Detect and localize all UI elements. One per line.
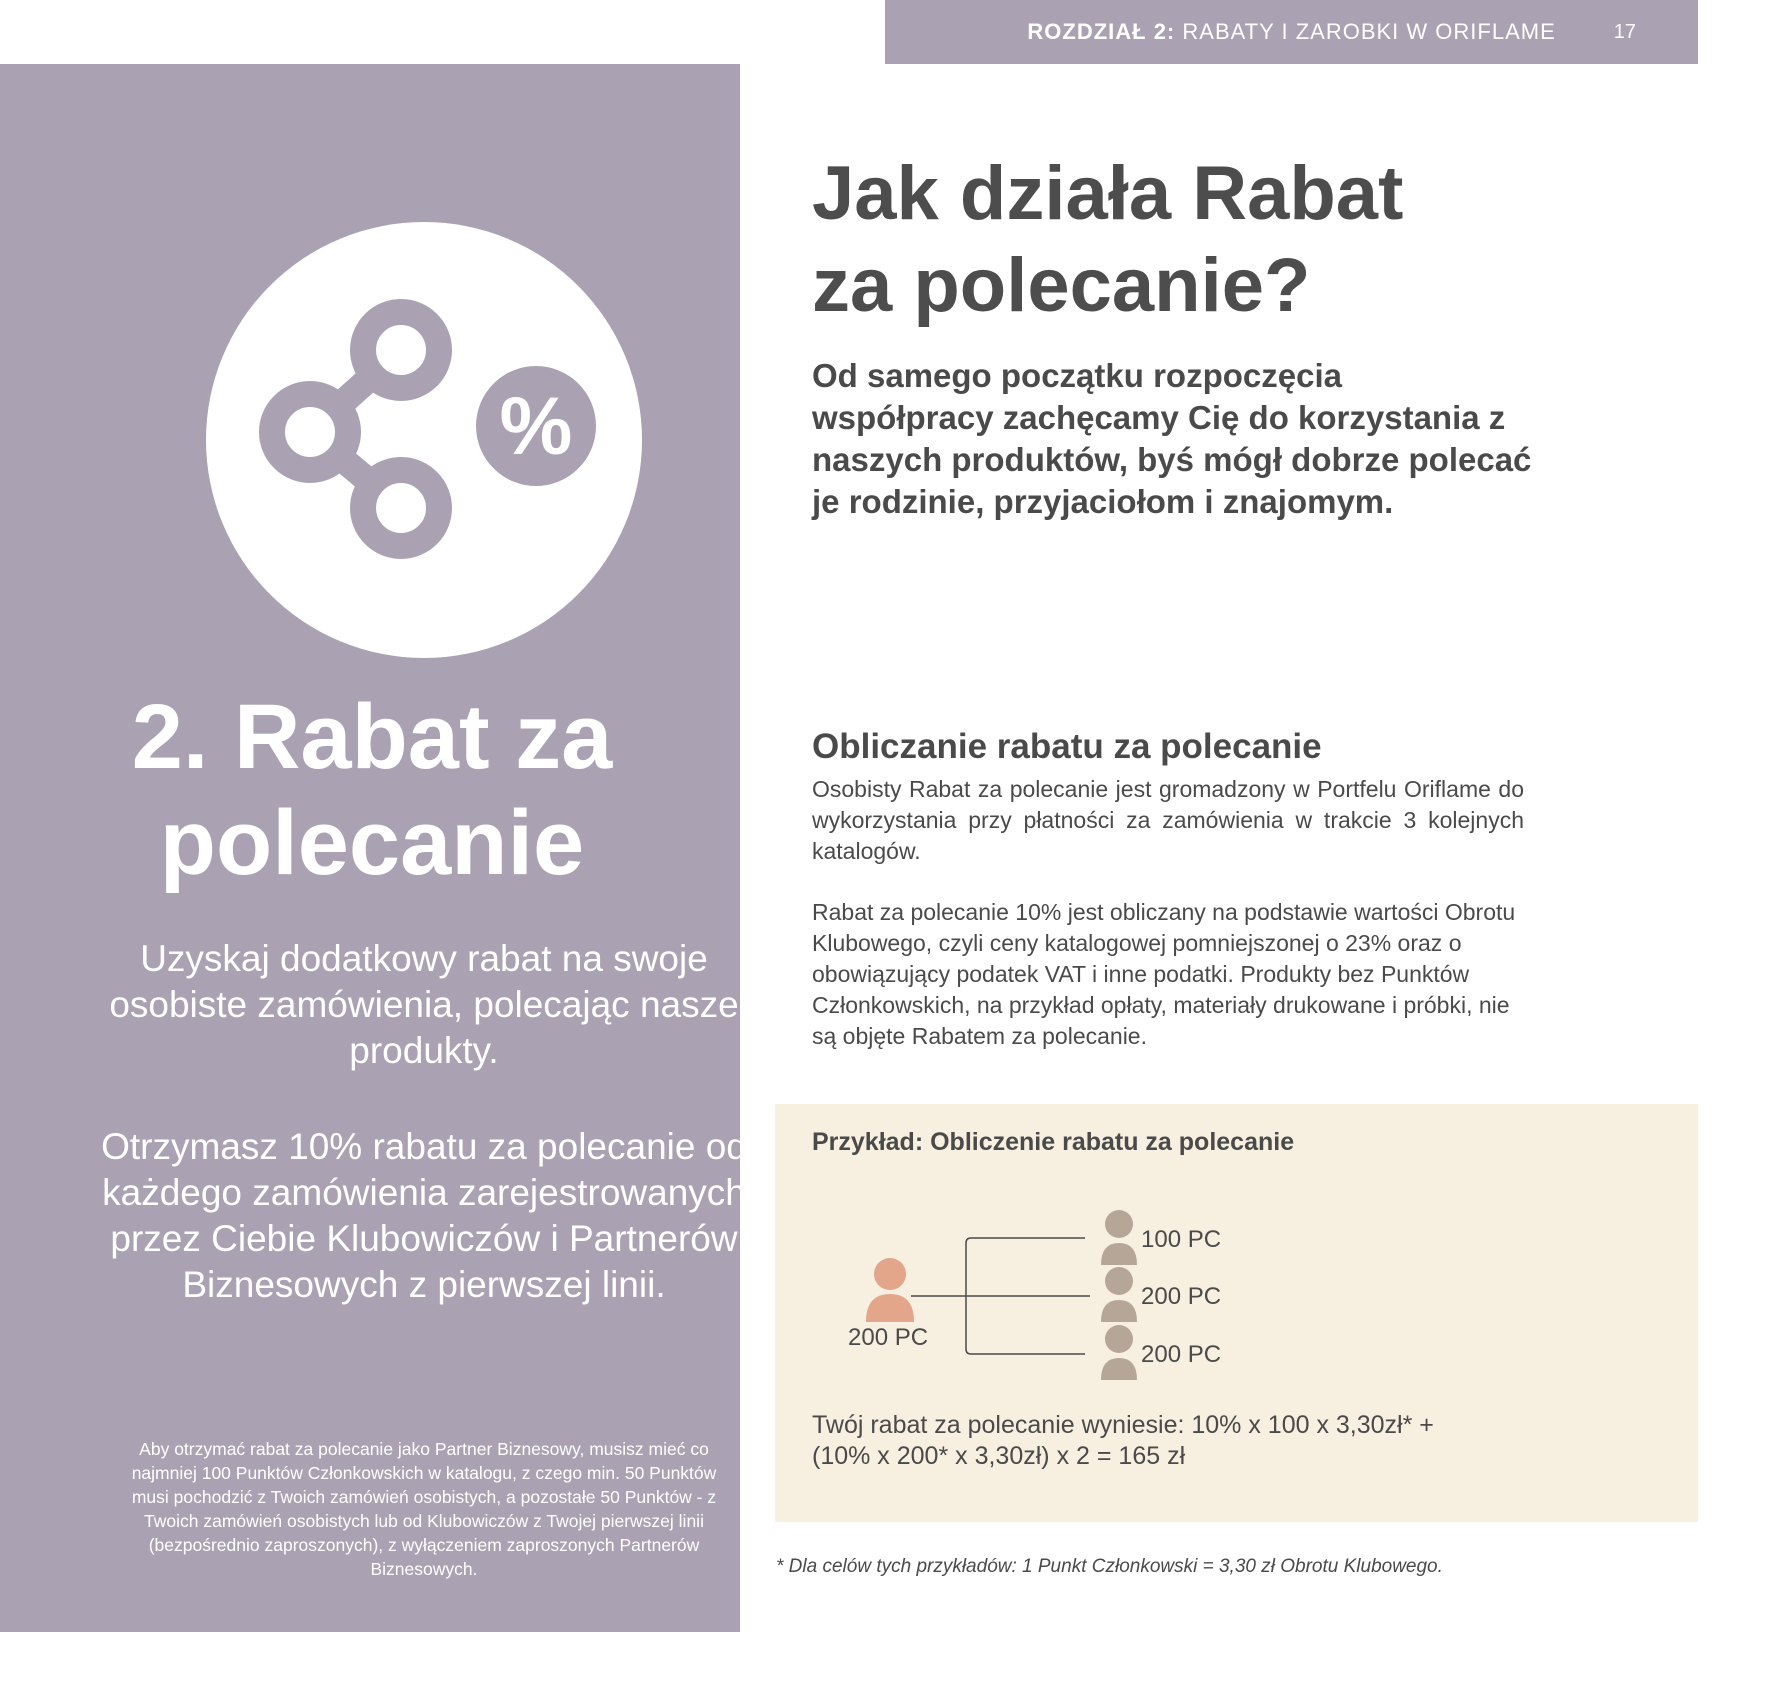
share-icon [206,222,642,658]
share-percent-icon [206,222,642,658]
page-number: 17 [1613,20,1636,43]
chapter-label: ROZDZIAŁ 2: [1027,19,1176,44]
section-title [0,684,796,896]
section-title-line1: 2. Rabat za [131,686,613,788]
chapter-title: RABATY I ZAROBKI W ORIFLAME [1182,19,1556,44]
child-person-icon [1101,1325,1137,1380]
eligibility-note: Aby otrzymać rabat za polecanie jako Partner Biznesowy, musisz mieć co najmniej 100 Punktów Członkowskich w katalogu, z czego min. 50 Punktów musi pochodzić z Twoich zamówień osobistych, a pozostałe 50 Punktów - z Twoich zamówień osobistych lub od Klubowiczów z Twojej pierwszej linii (bezpośrednio zaproszonych), z wyłączeniem zaproszonych Partnerów Biznesowych. [131,1439,717,1579]
calculation-heading: Obliczanie rabatu za polecanie [812,727,1322,766]
child-person-icon [1101,1267,1137,1322]
connector-lines [911,1238,1090,1354]
example-title: Przykład: Obliczenie rabatu za polecanie [812,1128,1295,1156]
benefit-description: Uzyskaj dodatkowy rabat na swoje osobiste zamówienia, polecając nasze produkty. [109,938,739,1071]
calculation-paragraph-1: Osobisty Rabat za polecanie jest gromadzony w Portfelu Oriflame do wykorzystania przy płatności za zamówienia w trakcie 3 kolejnych katalogów. [812,776,1524,864]
page-title-line2: za polecanie? [812,243,1311,328]
child-person-icon [1101,1210,1137,1265]
example-result-line1: Twój rabat za polecanie wyniesie: 10% x 100 x 3,30zł* + [812,1411,1434,1439]
discount-description: Otrzymasz 10% rabatu za polecanie od każdego zamówienia zarejestrowanych przez Ciebie Klubowiczów i Partnerów Biznesowych z pierwszej linii. [101,1126,747,1305]
example-result [812,1410,1632,1472]
footnote: * Dla celów tych przykładów: 1 Punkt Członkowski = 3,30 zł Obrotu Klubowego. [776,1556,1443,1577]
lead-paragraph: Od samego początku rozpoczęcia współpracy zachęcamy Cię do korzystania z naszych produktów, byś mógł dobrze polecać je rodzinie, przyjaciołom i znajomym. [812,357,1532,520]
child-pc-label: 200 PC [1141,1341,1222,1368]
example-result-line2: (10% x 200* x 3,30zł) x 2 = 165 zł [812,1442,1186,1470]
referral-diagram [775,1104,1698,1404]
page-title [812,148,1712,332]
example-box [775,1104,1698,1522]
you-pc-label: 200 PC [848,1324,929,1351]
percent-symbol: % [499,381,573,472]
left-panel [0,64,747,1632]
calculation-paragraph-2: Rabat za polecanie 10% jest obliczany na podstawie wartości Obrotu Klubowego, czyli ceny katalogowej pomniejszonej o 23% oraz o obowiązujący podatek VAT i inne podatki. Produkty bez Punktów Członkowskich, na przykład opłaty, materiały drukowane i próbki, nie są objęte Rabatem za polecanie. [812,899,1516,1049]
you-person-icon [866,1258,914,1322]
child-pc-label: 100 PC [1141,1226,1222,1253]
section-title-line2: polecanie [159,792,585,894]
child-pc-label: 200 PC [1141,1283,1222,1310]
chapter-header [885,0,1698,64]
page-title-line1: Jak działa Rabat [812,151,1404,236]
